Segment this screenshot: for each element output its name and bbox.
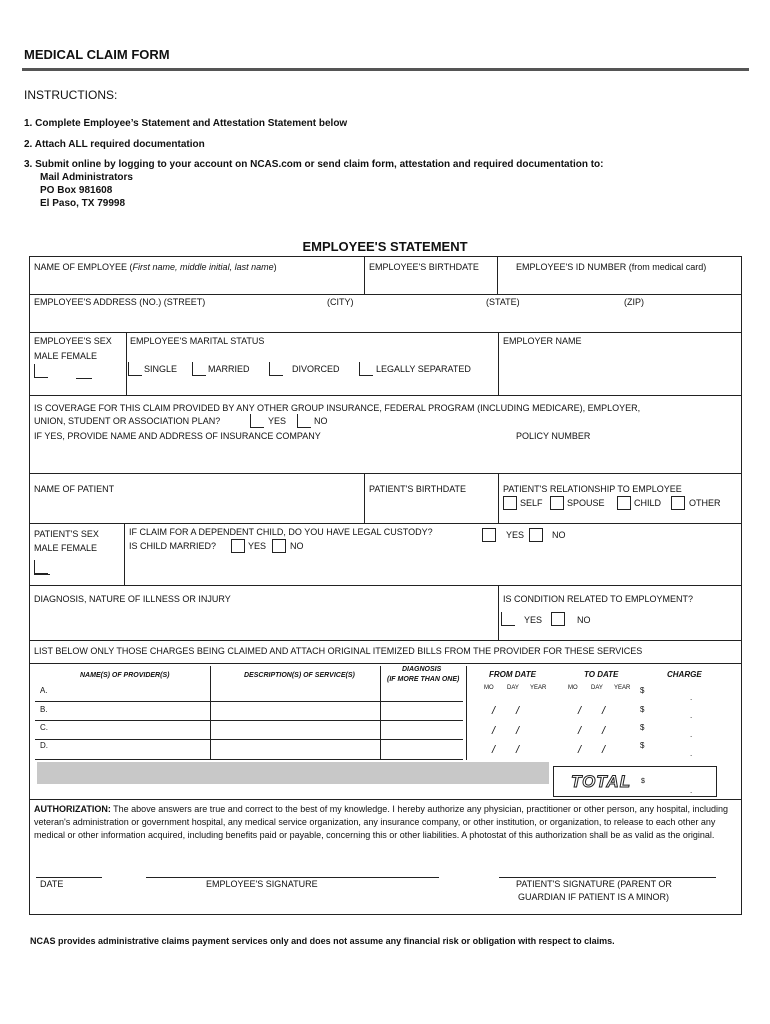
separated-checkbox[interactable] [359, 362, 373, 376]
employee-signature-line[interactable] [146, 877, 439, 878]
row-b-to-slash-2: / [602, 705, 606, 717]
row-b-dollar: $ [640, 705, 645, 714]
female-checkbox[interactable] [76, 378, 92, 379]
total-dot: . [690, 786, 693, 795]
diagnosis-column-header: DIAGNOSIS [402, 666, 442, 673]
charge-header: CHARGE [667, 670, 702, 679]
row-c-dollar: $ [640, 723, 645, 732]
authorization-text: AUTHORIZATION: The above answers are true and correct to the best of my knowledge. I hereby authorize any physician, practitioner or other person, any hospital, including veteran's administration or government hospital, any medical service organization, any insurance company, or other institution, or organization, to release to each other any medical or other information acquired, including benefits paid or payable, concerning this or other liabilities. A photostat of this authorization shall be as valid as the original. [34, 804, 729, 841]
from-mo: MO [484, 685, 494, 691]
row-b-dot: . [690, 711, 693, 720]
employee-name-label: NAME OF EMPLOYEE (First name, middle initial, last name) [34, 262, 277, 272]
patient-birthdate-label: PATIENT'S BIRTHDATE [369, 484, 467, 494]
employer-name-field[interactable] [503, 350, 738, 390]
divorced-checkbox[interactable] [269, 362, 283, 376]
footer-disclaimer: NCAS provides administrative claims payment services only and does not assume any financial risk or obligation with respect to claims. [30, 936, 615, 946]
instruction-2: 2. Attach ALL required documentation [24, 139, 205, 150]
employee-birthdate-field[interactable] [369, 276, 493, 292]
row-d-from-slash-1: / [492, 744, 496, 756]
employee-id-label: EMPLOYEE'S ID NUMBER (from medical card) [516, 262, 707, 272]
address-line-2: PO Box 981608 [40, 185, 113, 196]
row-c-label: C. [40, 723, 48, 732]
coverage-question-line-1: IS COVERAGE FOR THIS CLAIM PROVIDED BY ANY OTHER GROUP INSURANCE, FEDERAL PROGRAM (INCLUDING MEDICARE), EMPLOYER, [34, 403, 641, 413]
employee-sex-label: EMPLOYEE'S SEX [34, 336, 112, 346]
coverage-question-line-2: UNION, STUDENT OR ASSOCIATION PLAN? [34, 416, 221, 426]
patient-sex-options: MALE FEMALE [34, 543, 98, 553]
married-checkbox[interactable] [192, 362, 206, 376]
section-title: EMPLOYEE'S STATEMENT [302, 239, 468, 254]
employment-yes-label: YES [524, 615, 543, 625]
self-label: SELF [520, 498, 543, 508]
separated-label: LEGALLY SEPARATED [376, 364, 471, 374]
total-label: TOTAL [571, 772, 632, 791]
married-no-checkbox[interactable] [272, 539, 286, 553]
description-column-header: DESCRIPTION(S) OF SERVICE(S) [244, 672, 355, 679]
policy-number-label: POLICY NUMBER [516, 431, 591, 441]
employee-id-field[interactable] [502, 276, 738, 292]
date-line[interactable] [36, 877, 102, 878]
custody-yes-label: YES [506, 530, 525, 540]
to-date-header: TO DATE [584, 670, 619, 679]
married-yes-checkbox[interactable] [231, 539, 245, 553]
row-d-to-slash-2: / [602, 744, 606, 756]
spouse-label: SPOUSE [567, 498, 605, 508]
employee-signature-label: EMPLOYEE'S SIGNATURE [206, 879, 318, 889]
charges-heading: LIST BELOW ONLY THOSE CHARGES BEING CLAIMED AND ATTACH ORIGINAL ITEMIZED BILLS FROM THE PROVIDER FOR THESE SERVICES [34, 646, 643, 656]
instruction-3: 3. Submit online by logging to your account on NCAS.com or send claim form, attestation and required documentation to: [24, 159, 604, 170]
address-line-3: El Paso, TX 79998 [40, 198, 126, 209]
row-c-dot: . [690, 730, 693, 739]
row-a-dollar: $ [640, 686, 645, 695]
row-c-to-slash-2: / [602, 725, 606, 737]
row-b-from-slash-1: / [492, 705, 496, 717]
child-checkbox[interactable] [617, 496, 631, 510]
instruction-1: 1. Complete Employee’s Statement and Attestation Statement below [24, 118, 348, 129]
coverage-yes-label: YES [268, 416, 287, 426]
insurance-company-label: IF YES, PROVIDE NAME AND ADDRESS OF INSURANCE COMPANY [34, 431, 321, 441]
employee-address-label: EMPLOYEE'S ADDRESS (NO.) (STREET) [34, 297, 206, 307]
single-checkbox[interactable] [128, 362, 142, 376]
to-day: DAY [591, 685, 603, 691]
from-year: YEAR [530, 685, 547, 691]
row-a-label: A. [40, 686, 48, 695]
married-no-label: NO [290, 541, 304, 551]
other-checkbox[interactable] [671, 496, 685, 510]
relationship-label: PATIENT'S RELATIONSHIP TO EMPLOYEE [503, 484, 682, 494]
self-checkbox[interactable] [503, 496, 517, 510]
row-b-to-slash-1: / [578, 705, 582, 717]
child-label: CHILD [634, 498, 662, 508]
from-day: DAY [507, 685, 519, 691]
custody-yes-checkbox[interactable] [482, 528, 496, 542]
employee-sex-options: MALE FEMALE [34, 351, 98, 361]
diagnosis-column-subheader: (IF MORE THAN ONE) [387, 676, 460, 683]
coverage-no-checkbox[interactable] [297, 414, 311, 428]
gray-band [37, 762, 549, 784]
married-yes-label: YES [248, 541, 267, 551]
row-b-from-slash-2: / [516, 705, 520, 717]
zip-label: (ZIP) [624, 297, 644, 307]
other-label: OTHER [689, 498, 721, 508]
row-c-from-slash-1: / [492, 725, 496, 737]
row-b-label: B. [40, 705, 48, 714]
to-mo: MO [568, 685, 578, 691]
marital-status-label: EMPLOYEE'S MARITAL STATUS [130, 336, 265, 346]
employee-name-field[interactable] [34, 276, 360, 292]
patient-signature-label-2: GUARDIAN IF PATIENT IS A MINOR) [518, 892, 670, 902]
row-d-dot: . [690, 749, 693, 758]
row-c-from-slash-2: / [516, 725, 520, 737]
custody-no-label: NO [552, 530, 566, 540]
coverage-no-label: NO [314, 416, 328, 426]
employment-no-checkbox[interactable] [551, 612, 565, 626]
employee-birthdate-label: EMPLOYEE'S BIRTHDATE [369, 262, 479, 272]
child-married-question: IS CHILD MARRIED? [129, 541, 217, 551]
employee-address-field[interactable] [34, 310, 738, 330]
to-year: YEAR [614, 685, 631, 691]
patient-signature-line[interactable] [499, 877, 716, 878]
title-rule [22, 68, 749, 71]
address-line-1: Mail Administrators [40, 172, 133, 183]
patient-name-label: NAME OF PATIENT [34, 484, 115, 494]
row-d-dollar: $ [640, 741, 645, 750]
employment-question: IS CONDITION RELATED TO EMPLOYMENT? [503, 594, 694, 604]
patient-male-checkbox[interactable] [34, 560, 48, 574]
custody-question: IF CLAIM FOR A DEPENDENT CHILD, DO YOU HAVE LEGAL CUSTODY? [129, 527, 433, 537]
row-d-from-slash-2: / [516, 744, 520, 756]
form-title: MEDICAL CLAIM FORM [24, 47, 170, 62]
male-checkbox[interactable] [34, 364, 48, 378]
coverage-yes-checkbox[interactable] [250, 414, 264, 428]
single-label: SINGLE [144, 364, 178, 374]
provider-column-header: NAME(S) OF PROVIDER(S) [80, 672, 170, 679]
instructions-heading: INSTRUCTIONS: [24, 88, 118, 102]
row-d-to-slash-1: / [578, 744, 582, 756]
married-label: MARRIED [208, 364, 250, 374]
row-d-label: D. [40, 741, 48, 750]
divorced-label: DIVORCED [292, 364, 340, 374]
patient-female-checkbox[interactable] [34, 574, 50, 575]
row-a-dot: . [690, 693, 693, 702]
date-label: DATE [40, 879, 64, 889]
custody-no-checkbox[interactable] [529, 528, 543, 542]
patient-sex-label: PATIENT'S SEX [34, 529, 99, 539]
patient-signature-label-1: PATIENT'S SIGNATURE (PARENT OR [516, 879, 672, 889]
total-dollar: $ [641, 778, 645, 785]
employment-no-label: NO [577, 615, 591, 625]
from-date-header: FROM DATE [489, 670, 536, 679]
diagnosis-label: DIAGNOSIS, NATURE OF ILLNESS OR INJURY [34, 594, 231, 604]
spouse-checkbox[interactable] [550, 496, 564, 510]
city-label: (CITY) [327, 297, 354, 307]
employment-yes-checkbox[interactable] [501, 612, 515, 626]
row-c-to-slash-1: / [578, 725, 582, 737]
employer-name-label: EMPLOYER NAME [503, 336, 582, 346]
state-label: (STATE) [486, 297, 520, 307]
